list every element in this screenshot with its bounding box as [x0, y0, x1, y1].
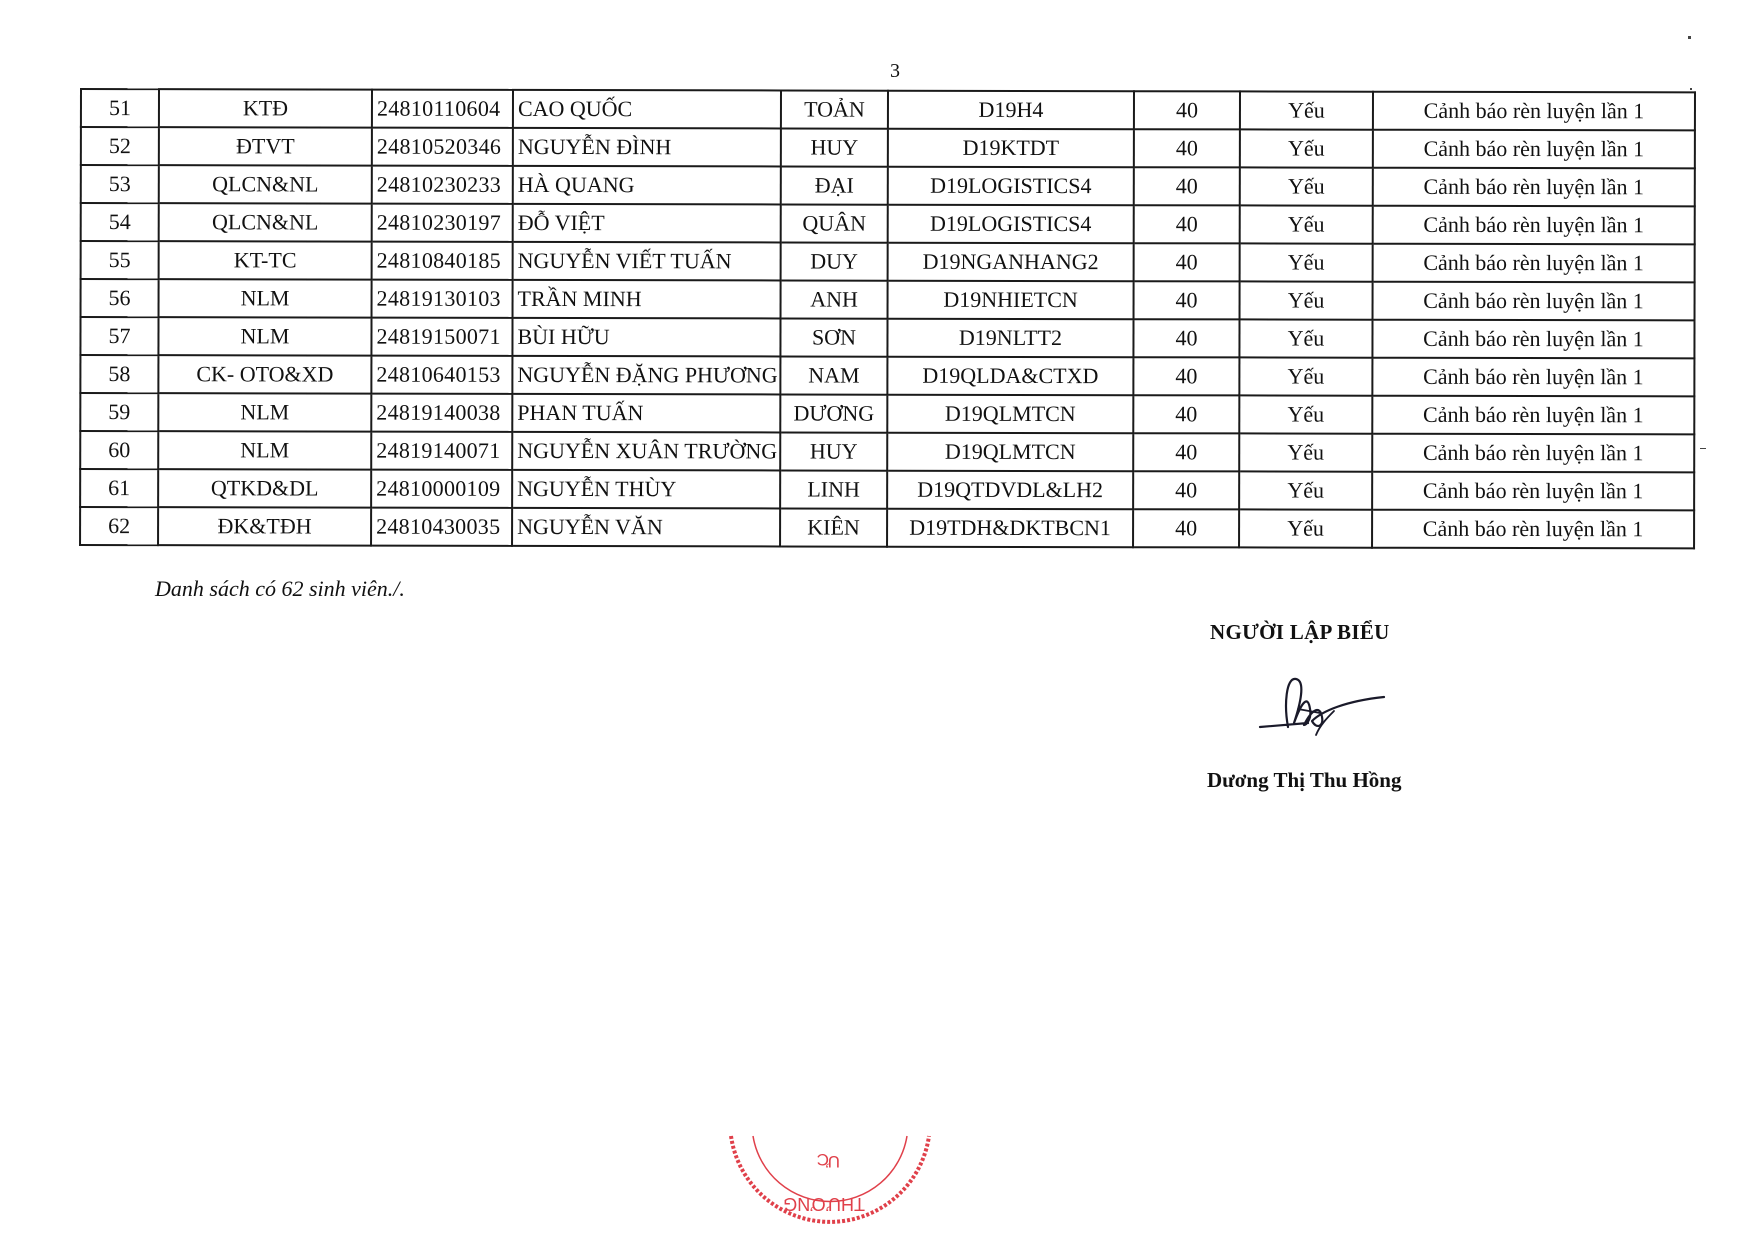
table-row — [81, 89, 1695, 130]
cell-surname: CAO QUỐC — [513, 90, 781, 129]
cell-student-id: 24819140038 — [371, 394, 512, 432]
cell-warning: Cảnh báo rèn luyện lần 1 — [1372, 434, 1694, 473]
cell-score: 40 — [1133, 509, 1239, 547]
cell-rating: Yếu — [1240, 167, 1373, 205]
cell-class: D19QLMTCN — [887, 395, 1133, 434]
scan-speck — [1688, 36, 1691, 39]
table-row — [81, 279, 1695, 320]
cell-surname: NGUYỄN VĂN — [512, 508, 780, 547]
cell-score: 40 — [1134, 243, 1240, 281]
cell-given-name: ANH — [781, 280, 888, 318]
cell-rating: Yếu — [1239, 471, 1372, 509]
cell-faculty: NLM — [158, 317, 371, 355]
cell-faculty: ĐTVT — [159, 127, 372, 165]
cell-student-id: 24810230233 — [372, 166, 513, 204]
cell-warning: Cảnh báo rèn luyện lần 1 — [1373, 282, 1695, 321]
student-table — [79, 88, 1696, 549]
cell-score: 40 — [1134, 281, 1240, 319]
cell-surname: NGUYỄN THÙY — [512, 470, 780, 509]
cell-warning: Cảnh báo rèn luyện lần 1 — [1372, 358, 1694, 397]
cell-student-id: 24810000109 — [371, 470, 512, 508]
table-row — [80, 507, 1694, 548]
cell-stt: 57 — [80, 317, 158, 355]
table-row — [80, 431, 1694, 472]
cell-surname: BÙI HỮU — [512, 318, 780, 357]
cell-warning: Cảnh báo rèn luyện lần 1 — [1373, 130, 1695, 169]
list-count-note: Danh sách có 62 sinh viên./. — [155, 576, 405, 601]
cell-warning: Cảnh báo rèn luyện lần 1 — [1373, 244, 1695, 283]
cell-stt: 56 — [81, 279, 159, 317]
cell-given-name: DUY — [781, 242, 888, 280]
cell-surname: HÀ QUANG — [513, 166, 781, 205]
svg-text:C: C — [816, 1150, 829, 1169]
cell-rating: Yếu — [1240, 129, 1373, 167]
cell-faculty: QLCN&NL — [159, 203, 372, 241]
cell-warning: Cảnh báo rèn luyện lần 1 — [1372, 510, 1694, 549]
cell-score: 40 — [1133, 357, 1239, 395]
cell-rating: Yếu — [1240, 91, 1373, 129]
cell-student-id: 24810230197 — [372, 204, 513, 242]
cell-stt: 52 — [81, 127, 159, 165]
cell-student-id: 24819140071 — [371, 432, 512, 470]
cell-surname: ĐỖ VIỆT — [513, 204, 781, 243]
cell-rating: Yếu — [1240, 281, 1373, 319]
cell-given-name: HUY — [781, 128, 888, 166]
cell-score: 40 — [1134, 91, 1240, 129]
cell-faculty: CK- OTO&XD — [158, 355, 371, 393]
cell-warning: Cảnh báo rèn luyện lần 1 — [1372, 320, 1694, 359]
cell-given-name: DƯƠNG — [780, 394, 887, 432]
cell-surname: NGUYỄN XUÂN TRƯỜNG — [512, 432, 780, 471]
cell-faculty: ĐK&TĐH — [158, 507, 371, 545]
cell-class: D19NHIETCN — [888, 281, 1134, 320]
red-seal-stamp — [725, 1130, 935, 1238]
cell-class: D19QLDA&CTXD — [887, 357, 1133, 396]
table-body — [80, 89, 1695, 548]
cell-class: D19KTDT — [888, 129, 1134, 168]
cell-class: D19NGANHANG2 — [888, 243, 1134, 282]
cell-stt: 51 — [81, 89, 159, 127]
cell-stt: 54 — [81, 203, 159, 241]
cell-score: 40 — [1133, 433, 1239, 471]
cell-surname: NGUYỄN VIẾT TUẤN — [513, 242, 781, 281]
cell-surname: NGUYỄN ĐÌNH — [513, 128, 781, 167]
cell-rating: Yếu — [1239, 433, 1372, 471]
cell-rating: Yếu — [1239, 509, 1372, 547]
cell-faculty: KTĐ — [159, 89, 372, 127]
cell-student-id: 24810430035 — [371, 508, 512, 546]
cell-class: D19H4 — [888, 91, 1134, 130]
cell-rating: Yếu — [1239, 395, 1372, 433]
table-row — [81, 241, 1695, 282]
cell-surname: TRẦN MINH — [513, 280, 781, 319]
cell-faculty: NLM — [158, 393, 371, 431]
cell-stt: 62 — [80, 507, 158, 545]
cell-student-id: 24819150071 — [371, 318, 512, 356]
cell-class: D19LOGISTICS4 — [888, 167, 1134, 206]
cell-stt: 58 — [80, 355, 158, 393]
cell-warning: Cảnh báo rèn luyện lần 1 — [1373, 92, 1695, 131]
cell-score: 40 — [1133, 395, 1239, 433]
scan-speck — [1700, 448, 1706, 449]
cell-surname: PHAN TUẤN — [512, 394, 780, 433]
cell-warning: Cảnh báo rèn luyện lần 1 — [1373, 168, 1695, 207]
cell-faculty: NLM — [158, 431, 371, 469]
cell-faculty: NLM — [159, 279, 372, 317]
signer-title: NGƯỜI LẬP BIỂU — [1210, 620, 1390, 644]
cell-stt: 55 — [81, 241, 159, 279]
cell-score: 40 — [1133, 319, 1239, 357]
table-row — [80, 317, 1694, 358]
cell-student-id: 24810840185 — [372, 242, 513, 280]
signature-image — [1250, 665, 1390, 745]
cell-student-id: 24810520346 — [372, 128, 513, 166]
cell-class: D19LOGISTICS4 — [888, 205, 1134, 244]
table-row — [81, 165, 1695, 206]
page-number: 3 — [890, 60, 900, 82]
cell-student-id: 24810110604 — [372, 90, 513, 128]
cell-warning: Cảnh báo rèn luyện lần 1 — [1372, 472, 1694, 511]
cell-stt: 53 — [81, 165, 159, 203]
table-row — [80, 393, 1694, 434]
cell-given-name: HUY — [780, 432, 887, 470]
cell-rating: Yếu — [1240, 243, 1373, 281]
cell-faculty: QTKD&DL — [158, 469, 371, 507]
cell-rating: Yếu — [1240, 205, 1373, 243]
cell-class: D19QTDVDL&LH2 — [887, 471, 1133, 510]
cell-warning: Cảnh báo rèn luyện lần 1 — [1372, 396, 1694, 435]
student-warning-table — [79, 88, 1694, 549]
cell-stt: 61 — [80, 469, 158, 507]
signer-name: Dương Thị Thu Hồng — [1207, 768, 1402, 792]
cell-score: 40 — [1134, 205, 1240, 243]
cell-score: 40 — [1134, 167, 1240, 205]
svg-text:Ư: Ư — [825, 1152, 840, 1171]
cell-faculty: KT-TC — [159, 241, 372, 279]
cell-surname: NGUYỄN ĐẶNG PHƯƠNG — [512, 356, 780, 395]
cell-student-id: 24819130103 — [372, 280, 513, 318]
cell-given-name: KIÊN — [780, 508, 887, 546]
scan-speck — [1690, 88, 1692, 90]
cell-given-name: TOẢN — [781, 90, 888, 128]
table-row — [81, 203, 1695, 244]
cell-stt: 60 — [80, 431, 158, 469]
table-row — [80, 469, 1694, 510]
cell-given-name: QUÂN — [781, 204, 888, 242]
cell-rating: Yếu — [1239, 319, 1372, 357]
cell-student-id: 24810640153 — [371, 356, 512, 394]
cell-rating: Yếu — [1239, 357, 1372, 395]
table-row — [80, 355, 1694, 396]
cell-stt: 59 — [80, 393, 158, 431]
cell-class: D19TDH&DKTBCN1 — [887, 509, 1133, 548]
cell-warning: Cảnh báo rèn luyện lần 1 — [1373, 206, 1695, 245]
cell-given-name: ĐẠI — [781, 166, 888, 204]
cell-score: 40 — [1133, 471, 1239, 509]
cell-given-name: LINH — [780, 470, 887, 508]
cell-given-name: NAM — [780, 356, 887, 394]
cell-class: D19QLMTCN — [887, 433, 1133, 472]
svg-text:THƯƠNG: THƯƠNG — [783, 1194, 865, 1214]
table-row — [81, 127, 1695, 168]
cell-given-name: SƠN — [780, 318, 887, 356]
cell-class: D19NLTT2 — [887, 319, 1133, 358]
cell-score: 40 — [1134, 129, 1240, 167]
cell-faculty: QLCN&NL — [159, 165, 372, 203]
